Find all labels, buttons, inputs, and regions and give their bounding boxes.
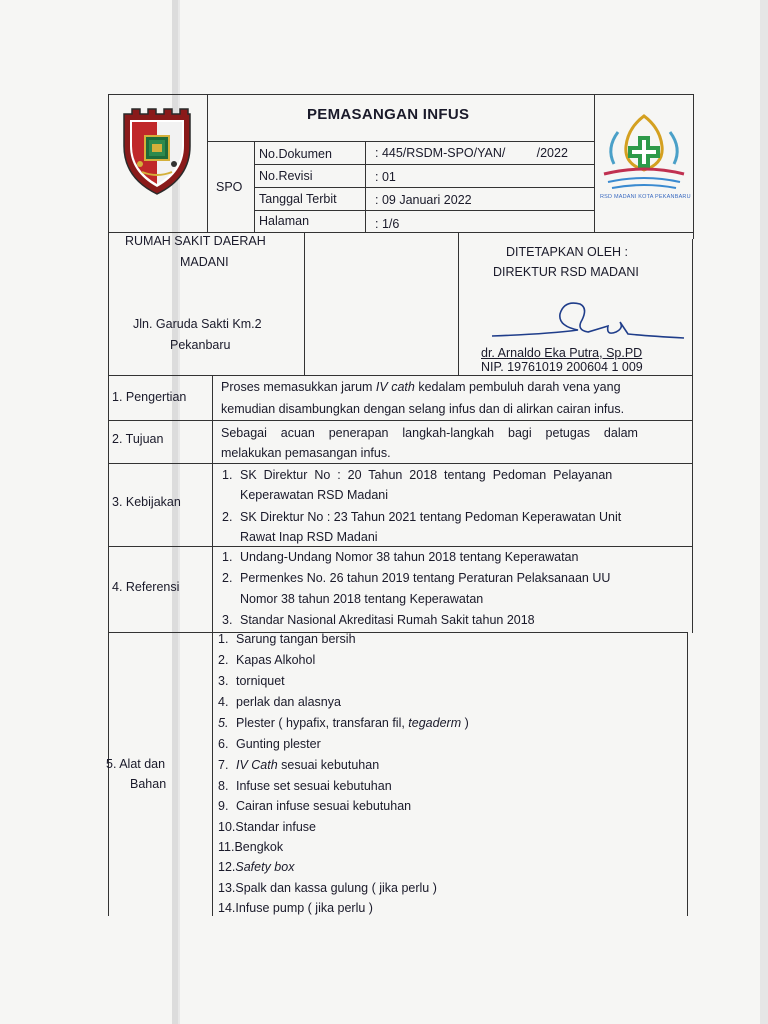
alat-item: 10.Standar infuse xyxy=(218,820,316,834)
alat-item: 3. torniquet xyxy=(218,674,285,688)
alat-item: 2. Kapas Alkohol xyxy=(218,653,316,667)
hospital-address-line2: Pekanbaru xyxy=(170,338,231,352)
approved-by-label: DITETAPKAN OLEH : xyxy=(506,245,629,259)
section-label-tujuan: 2. Tujuan xyxy=(112,432,164,446)
revision-label: No.Revisi xyxy=(259,169,313,183)
signature xyxy=(488,296,688,346)
pengertian-line2: kemudian disambungkan dengan selang infus dan di alirkan cairan infus. xyxy=(221,402,625,416)
kebijakan-item-1-cont: Keperawatan RSD Madani xyxy=(240,488,388,502)
right-logo-caption: RSD MADANI KOTA PEKANBARU xyxy=(600,194,691,200)
alat-item: 1. Sarung tangan bersih xyxy=(218,632,356,646)
referensi-item-1: 1. Undang-Undang Nomor 38 tahun 2018 tentang Keperawatan xyxy=(222,550,579,564)
alat-item: 6. Gunting plester xyxy=(218,737,321,751)
tujuan-line2: melakukan pemasangan infus. xyxy=(221,446,391,460)
page-label: Halaman xyxy=(259,214,310,228)
hospital-address-line1: Jln. Garuda Sakti Km.2 xyxy=(133,317,262,331)
doc-number-label: No.Dokumen xyxy=(259,147,332,161)
referensi-item-2: 2. Permenkes No. 26 tahun 2019 tentang Peraturan Pelaksanaan UU xyxy=(222,571,611,585)
alat-item: 12.Safety box xyxy=(218,860,295,874)
referensi-item-2-cont: Nomor 38 tahun 2018 tentang Keperawatan xyxy=(240,592,484,606)
section-label-kebijakan: 3. Kebijakan xyxy=(112,495,181,509)
alat-item: 9. Cairan infuse sesuai kebutuhan xyxy=(218,799,412,813)
spo-label: SPO xyxy=(216,180,243,194)
kebijakan-item-1: 1. SK Direktur No : 20 Tahun 2018 tentang Pedoman Pelayanan xyxy=(222,468,613,482)
alat-item: 8. Infuse set sesuai kebutuhan xyxy=(218,779,392,793)
signer-name: dr. Arnaldo Eka Putra, Sp.PD xyxy=(481,346,643,360)
alat-item: 14.Infuse pump ( jika perlu ) xyxy=(218,901,373,915)
kebijakan-item-2-cont: Rawat Inap RSD Madani xyxy=(240,530,378,544)
hospital-name-line2: MADANI xyxy=(180,255,229,269)
alat-item: 4. perlak dan alasnya xyxy=(218,695,341,709)
issue-date-label: Tanggal Terbit xyxy=(259,192,337,206)
pengertian-line1: Proses memasukkan jarum IV cath kedalam pembuluh darah vena yang xyxy=(221,380,621,394)
page-value: : 1/6 xyxy=(375,217,400,231)
revision-value: : 01 xyxy=(375,170,396,184)
section-label-bahan: Bahan xyxy=(130,777,167,791)
signer-nip: NIP. 19761019 200604 1 009 xyxy=(481,360,643,374)
alat-item: 11.Bengkok xyxy=(218,840,284,854)
hospital-name-line1: RUMAH SAKIT DAERAH xyxy=(125,234,266,248)
alat-item: 5. Plester ( hypafix, transfaran fil, tegaderm ) xyxy=(218,716,469,730)
alat-item: 13.Spalk dan kassa gulung ( jika perlu ) xyxy=(218,881,437,895)
tujuan-line1: Sebagai acuan penerapan langkah-langkah bagi petugas dalam xyxy=(221,426,638,440)
doc-number-value: : 445/RSDM-SPO/YAN/ /2022 xyxy=(375,146,568,160)
section-label-referensi: 4. Referensi xyxy=(112,580,180,594)
kebijakan-item-2: 2. SK Direktur No : 23 Tahun 2021 tentang Pedoman Keperawatan Unit xyxy=(222,510,622,524)
referensi-item-3: 3. Standar Nasional Akreditasi Rumah Sakit tahun 2018 xyxy=(222,613,535,627)
approver-title: DIREKTUR RSD MADANI xyxy=(493,265,639,279)
alat-item: 7. IV Cath sesuai kebutuhan xyxy=(218,758,380,772)
pekanbaru-emblem-logo xyxy=(118,106,196,198)
section-label-alat: 5. Alat dan xyxy=(106,757,166,771)
section-label-pengertian: 1. Pengertian xyxy=(112,390,187,404)
document-title: PEMASANGAN INFUS xyxy=(307,106,470,123)
issue-date-value: : 09 Januari 2022 xyxy=(375,193,472,207)
